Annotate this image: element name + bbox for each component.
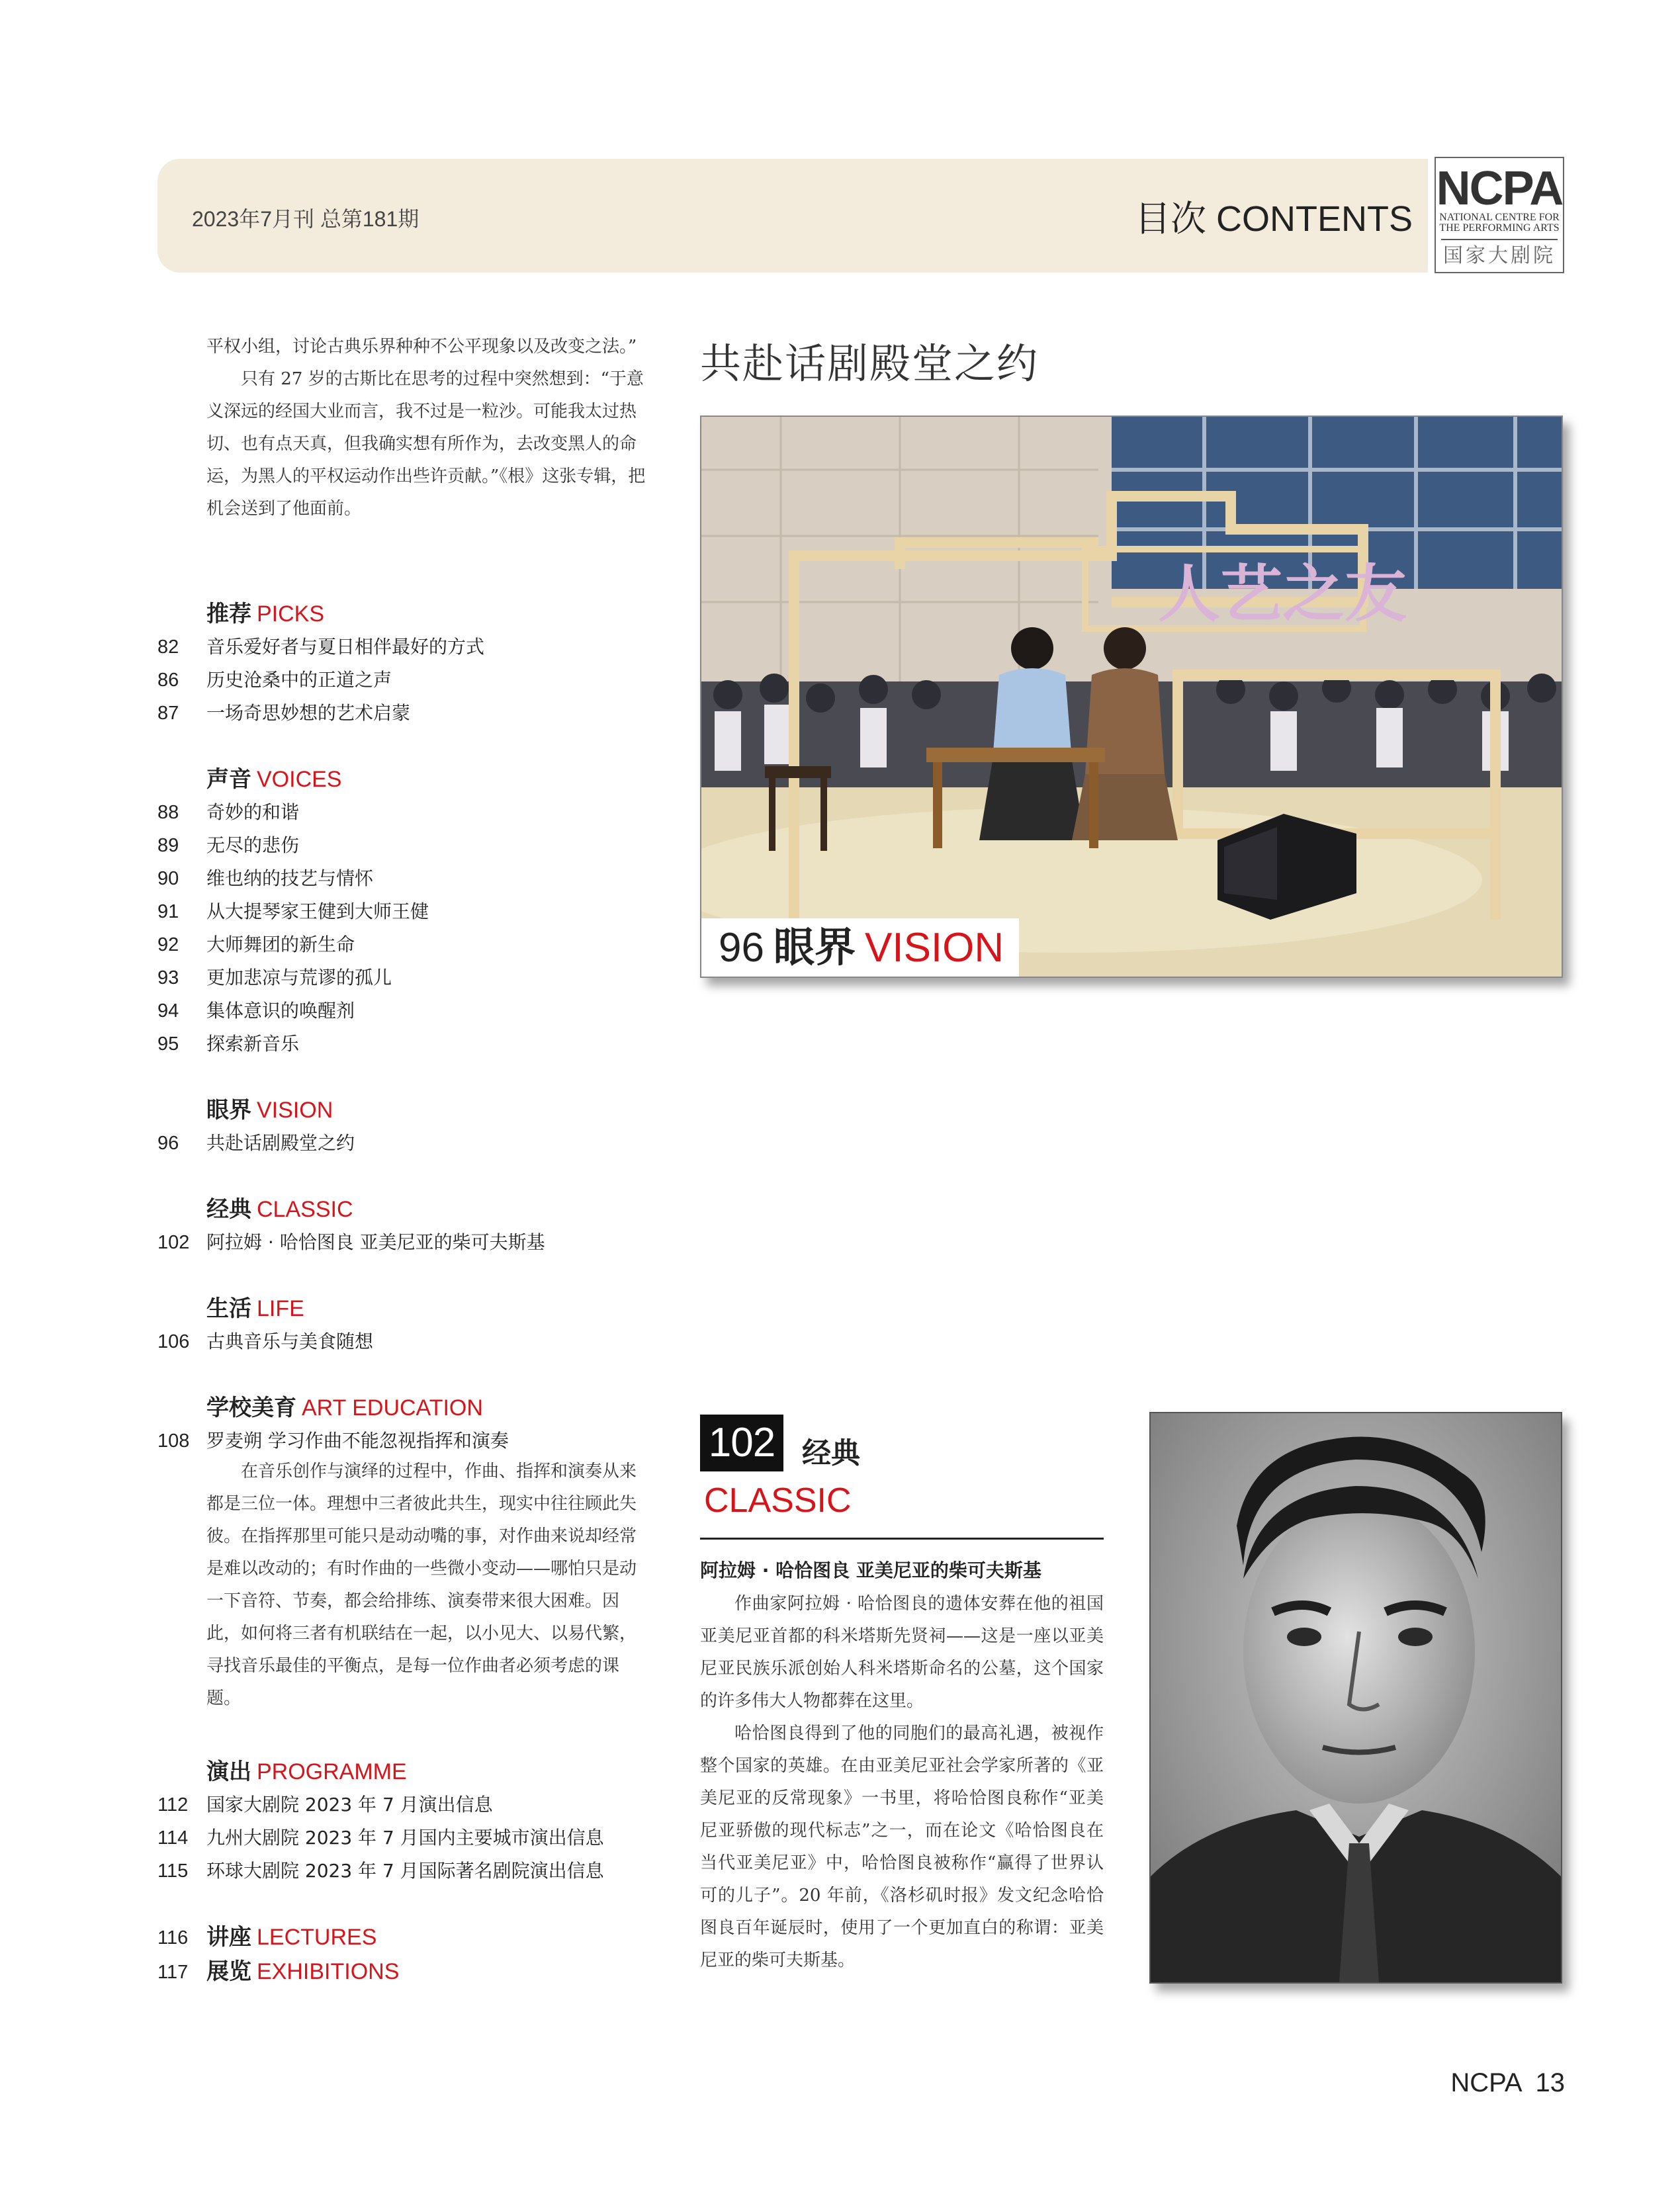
section-zh: 生活 — [206, 1295, 251, 1322]
vision-caption — [701, 918, 1019, 977]
section-heading — [206, 1193, 687, 1226]
section-classic — [157, 1193, 687, 1259]
page-number: 96 — [157, 1133, 179, 1154]
logo-sub2: THE PERFORMING ARTS — [1439, 222, 1560, 234]
toc-entry[interactable] — [157, 1788, 687, 1821]
page-number: 102 — [157, 1232, 190, 1253]
classic-paragraph-2: 哈恰图良得到了他的同胞们的最高礼遇，被视作整个国家的英雄。在由亚美尼亚社会学家所著的《亚美尼亚的反常现象》一书里，将哈恰图良称作“亚美尼亚骄傲的现代标志”之一，而在论文《哈恰图良在当代亚美尼亚》中，哈恰图良被称作“赢得了世界认可的儿子”。20 年前，《洛杉矶时报》发文纪念哈恰图良百年诞辰时，使用了一个更加直白的称谓：亚美尼亚的柴可夫斯基。 — [700, 1724, 1104, 1970]
section-en: CLASSIC — [257, 1197, 353, 1222]
toc-entry[interactable] — [157, 697, 687, 730]
section-en: VISION — [257, 1098, 333, 1123]
caption-en: VISION — [864, 925, 1004, 971]
toc-entry[interactable] — [157, 994, 687, 1028]
portrait-illustration — [1151, 1413, 1561, 1982]
page-number: 89 — [157, 835, 179, 856]
toc-entry[interactable] — [157, 1226, 687, 1259]
portrait-photo[interactable] — [1149, 1412, 1562, 1984]
section-lectures-exhibitions — [157, 1921, 687, 1990]
toc-entry[interactable] — [157, 1821, 687, 1855]
issue-label: 2023年7月刊 总第181期 — [192, 207, 420, 231]
intro-text — [206, 331, 650, 525]
toc-entry[interactable] — [157, 1127, 687, 1160]
page-title: 目次 CONTENTS — [1134, 199, 1413, 239]
page-number: 108 — [157, 1430, 190, 1452]
education-paragraph: 在音乐创作与演绎的过程中，作曲、指挥和演奏从来都是三位一体。理想中三者彼此共生，现实中往往顾此失彼。在指挥那里可能只是动动嘴的事，对作曲来说却经常是难以改动的；有时作曲的一些微小变动——哪怕只是动一下音符、节奏，都会给排练、演奏带来很大困难。因此，如何将三者有机联结在一起，以小见大、以易代繁，寻找音乐最佳的平衡点，是每一位作曲者必须考虑的课题。 — [206, 1462, 637, 1708]
logo-main: NCPA — [1436, 162, 1563, 215]
section-life — [157, 1292, 687, 1358]
logo-sub1: NATIONAL CENTRE FOR — [1439, 212, 1560, 223]
section-zh: 展览 — [206, 1958, 251, 1985]
caption-number: 96 — [719, 925, 764, 971]
section-vision — [157, 1094, 687, 1160]
entry-title: 九州大剧院 2023 年 7 月国内主要城市演出信息 — [206, 1827, 604, 1849]
section-voices — [157, 763, 687, 1061]
section-heading — [206, 1292, 687, 1325]
section-heading — [206, 763, 687, 796]
entry-title: 罗麦朔 学习作曲不能忽视指挥和演奏 — [206, 1430, 509, 1452]
entry-title: 阿拉姆 · 哈恰图良 亚美尼亚的柴可夫斯基 — [206, 1231, 545, 1253]
entry-title: 无尽的悲伤 — [206, 834, 300, 856]
page-number: 91 — [157, 901, 179, 922]
vision-feature-title: 共赴话剧殿堂之约 — [700, 339, 1039, 388]
section-zh: 演出 — [206, 1759, 251, 1785]
section-zh: 经典 — [206, 1196, 251, 1223]
entry-title: 古典音乐与美食随想 — [206, 1331, 374, 1352]
section-en: EXHIBITIONS — [257, 1959, 400, 1984]
logo-cn: 国家大剧院 — [1441, 239, 1558, 272]
section-heading — [206, 1094, 687, 1127]
footer-brand: NCPA — [1450, 2068, 1523, 2097]
toc-entry[interactable] — [157, 796, 687, 829]
section-zh: 推荐 — [206, 601, 251, 627]
intro-paragraph-2: 只有 27 岁的古斯比在思考的过程中突然想到：“于意义深远的经国大业而言，我不过是一粒沙。可能我太过热切、也有点天真，但我确实想有所作为，去改变黑人的命运，为黑人的平权运动作出些许贡献。”《根》这张专辑，把机会送到了他面前。 — [206, 369, 646, 519]
entry-title: 共赴话剧殿堂之约 — [206, 1132, 355, 1154]
section-en: LECTURES — [257, 1925, 377, 1950]
page-number: 116 — [157, 1927, 189, 1948]
toc-entry[interactable] — [157, 961, 687, 994]
section-education — [157, 1391, 687, 1458]
section-en: PROGRAMME — [257, 1759, 407, 1784]
entry-title: 音乐爱好者与夏日相伴最好的方式 — [206, 636, 485, 658]
section-heading — [206, 1391, 687, 1424]
education-excerpt — [206, 1456, 650, 1715]
vision-photo[interactable] — [700, 416, 1563, 978]
stage-photo-illustration — [701, 417, 1562, 977]
section-zh: 学校美育 — [206, 1395, 296, 1421]
page-number: 88 — [157, 802, 179, 823]
entry-title: 探索新音乐 — [206, 1033, 300, 1055]
entry-title: 奇妙的和谐 — [206, 801, 300, 823]
page-number: 114 — [157, 1827, 189, 1849]
section-en: ART EDUCATION — [302, 1395, 483, 1421]
page-number: 106 — [157, 1331, 190, 1352]
toc-entry-exhibitions[interactable] — [157, 1955, 687, 1990]
caption-zh: 眼界 — [773, 923, 856, 971]
entry-title: 集体意识的唤醒剂 — [206, 1000, 355, 1022]
section-picks — [157, 597, 687, 730]
toc-entry[interactable] — [157, 631, 687, 664]
page-number: 90 — [157, 868, 179, 889]
section-zh: 讲座 — [206, 1924, 251, 1950]
toc-entry[interactable] — [157, 862, 687, 895]
section-heading — [206, 597, 687, 631]
toc-entry[interactable] — [157, 664, 687, 697]
page-number: 94 — [157, 1000, 179, 1022]
classic-badge-en: CLASSIC — [704, 1481, 852, 1520]
toc-entry[interactable] — [157, 928, 687, 961]
classic-page-badge: 102 — [700, 1415, 783, 1471]
entry-title: 更加悲凉与荒谬的孤儿 — [206, 967, 392, 988]
entry-title: 大师舞团的新生命 — [206, 934, 355, 955]
page-number: 115 — [157, 1860, 189, 1882]
photo-sign-text: 人艺之友 — [1158, 558, 1407, 631]
entry-title: 环球大剧院 2023 年 7 月国际著名剧院演出信息 — [206, 1860, 604, 1882]
intro-paragraph-1: 平权小组，讨论古典乐界种种不公平现象以及改变之法。” — [206, 337, 637, 357]
section-zh: 眼界 — [206, 1097, 251, 1123]
section-en: LIFE — [257, 1296, 304, 1321]
toc-entry[interactable] — [157, 895, 687, 928]
section-zh: 声音 — [206, 766, 251, 793]
toc-entry[interactable] — [157, 1325, 687, 1358]
page-number: 87 — [157, 703, 179, 724]
page-number: 117 — [157, 1962, 189, 1983]
page-number: 92 — [157, 934, 179, 955]
entry-title: 国家大剧院 2023 年 7 月演出信息 — [206, 1794, 493, 1816]
entry-title: 一场奇思妙想的艺术启蒙 — [206, 702, 411, 724]
ncpa-logo — [1435, 157, 1564, 273]
page-number: 95 — [157, 1033, 179, 1055]
classic-article-body — [700, 1588, 1104, 1977]
entry-title: 从大提琴家王健到大师王健 — [206, 900, 429, 922]
toc-entry[interactable] — [157, 1028, 687, 1061]
section-en: VOICES — [257, 767, 342, 792]
classic-badge-zh: 经典 — [802, 1436, 860, 1470]
page-number-footer: 13 — [1535, 2068, 1565, 2097]
page-number: 112 — [157, 1794, 189, 1816]
page-number: 93 — [157, 967, 179, 988]
toc-entry-lectures[interactable] — [157, 1921, 687, 1955]
classic-paragraph-1: 作曲家阿拉姆 · 哈恰图良的遗体安葬在他的祖国亚美尼亚首都的科米塔斯先贤祠——这是一座以亚美尼亚民族乐派创始人科米塔斯命名的公墓，这个国家的许多伟大人物都葬在这里。 — [700, 1594, 1104, 1711]
classic-article-title: 阿拉姆 · 哈恰图良 亚美尼亚的柴可夫斯基 — [700, 1559, 1041, 1581]
entry-title: 历史沧桑中的正道之声 — [206, 669, 392, 691]
entry-title: 维也纳的技艺与情怀 — [206, 867, 374, 889]
toc-entry[interactable] — [157, 1855, 687, 1888]
toc-entry[interactable] — [157, 1424, 687, 1458]
section-heading — [206, 1755, 687, 1788]
section-en: PICKS — [257, 601, 325, 627]
page-number: 86 — [157, 670, 179, 691]
divider — [700, 1538, 1104, 1540]
section-programme — [157, 1755, 687, 1888]
toc-entry[interactable] — [157, 829, 687, 862]
page-footer — [1450, 2068, 1565, 2098]
page-number: 82 — [157, 636, 179, 658]
